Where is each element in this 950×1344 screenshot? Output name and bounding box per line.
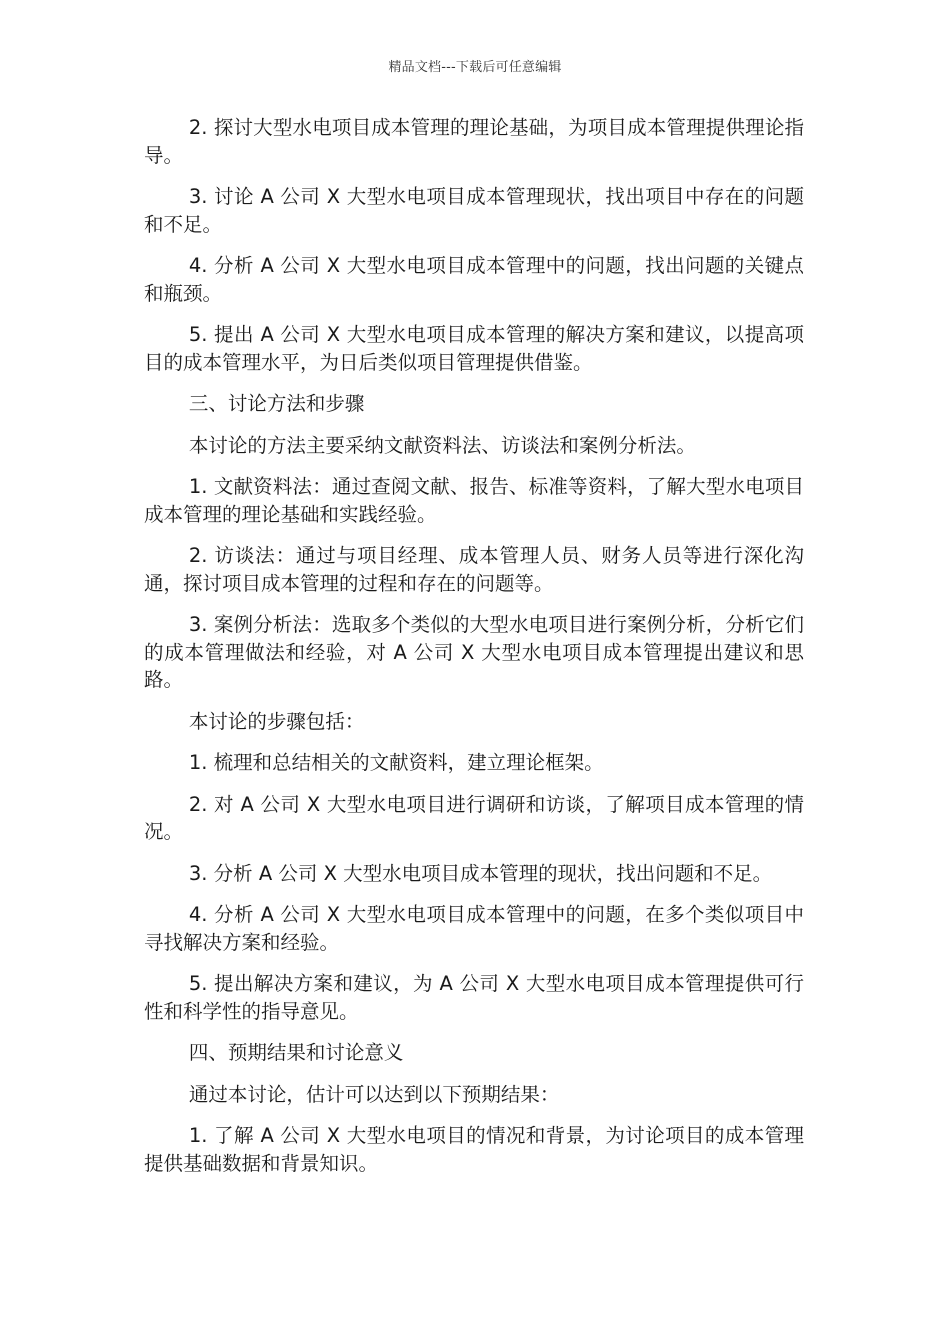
section-heading-expected-results: 四、预期结果和讨论意义 <box>188 1041 404 1064</box>
paragraph-objective-3: 3. 讨论 A 公司 X 大型水电项目成本管理现状，找出项目中存在的问题和不足。 <box>144 185 804 236</box>
document-body <box>144 114 804 1191</box>
paragraph-results-intro: 通过本讨论，估计可以达到以下预期结果： <box>188 1082 560 1106</box>
paragraph-step-5: 5. 提出解决方案和建议，为 A 公司 X 大型水电项目成本管理提供可行性和科学性的指导意见。 <box>144 972 804 1023</box>
paragraph-objective-2: 2. 探讨大型水电项目成本管理的理论基础，为项目成本管理提供理论指导。 <box>144 116 804 167</box>
section-heading-methods: 三、讨论方法和步骤 <box>188 392 365 415</box>
paragraph-method-3: 3. 案例分析法：选取多个类似的大型水电项目进行案例分析，分析它们的成本管理做法和经验，对 A 公司 X 大型水电项目成本管理提出建议和思路。 <box>144 613 804 691</box>
paragraph-step-1: 1. 梳理和总结相关的文献资料，建立理论框架。 <box>188 751 604 774</box>
paragraph-step-2: 2. 对 A 公司 X 大型水电项目进行调研和访谈，了解项目成本管理的情况。 <box>144 792 804 843</box>
paragraph-steps-intro: 本讨论的步骤包括： <box>188 709 365 733</box>
paragraph-objective-4: 4. 分析 A 公司 X 大型水电项目成本管理中的问题，找出问题的关键点和瓶颈。 <box>144 254 804 305</box>
paragraph-result-1: 1. 了解 A 公司 X 大型水电项目的情况和背景，为讨论项目的成本管理提供基础数据和背景知识。 <box>144 1124 804 1175</box>
paragraph-step-3: 3. 分析 A 公司 X 大型水电项目成本管理的现状，找出问题和不足。 <box>188 861 773 885</box>
paragraph-method-2: 2. 访谈法：通过与项目经理、成本管理人员、财务人员等进行深化沟通，探讨项目成本管理的过程和存在的问题等。 <box>144 544 804 595</box>
paragraph-step-4: 4. 分析 A 公司 X 大型水电项目成本管理中的问题，在多个类似项目中寻找解决方案和经验。 <box>144 903 804 954</box>
paragraph-method-1: 1. 文献资料法：通过查阅文献、报告、标准等资料，了解大型水电项目成本管理的理论基础和实践经验。 <box>144 475 804 526</box>
paragraph-methods-intro: 本讨论的方法主要采纳文献资料法、访谈法和案例分析法。 <box>188 433 696 457</box>
page-header: 精品文档---下载后可任意编辑 <box>388 60 562 75</box>
paragraph-objective-5: 5. 提出 A 公司 X 大型水电项目成本管理的解决方案和建议，以提高项目的成本管理水平，为日后类似项目管理提供借鉴。 <box>144 323 804 374</box>
